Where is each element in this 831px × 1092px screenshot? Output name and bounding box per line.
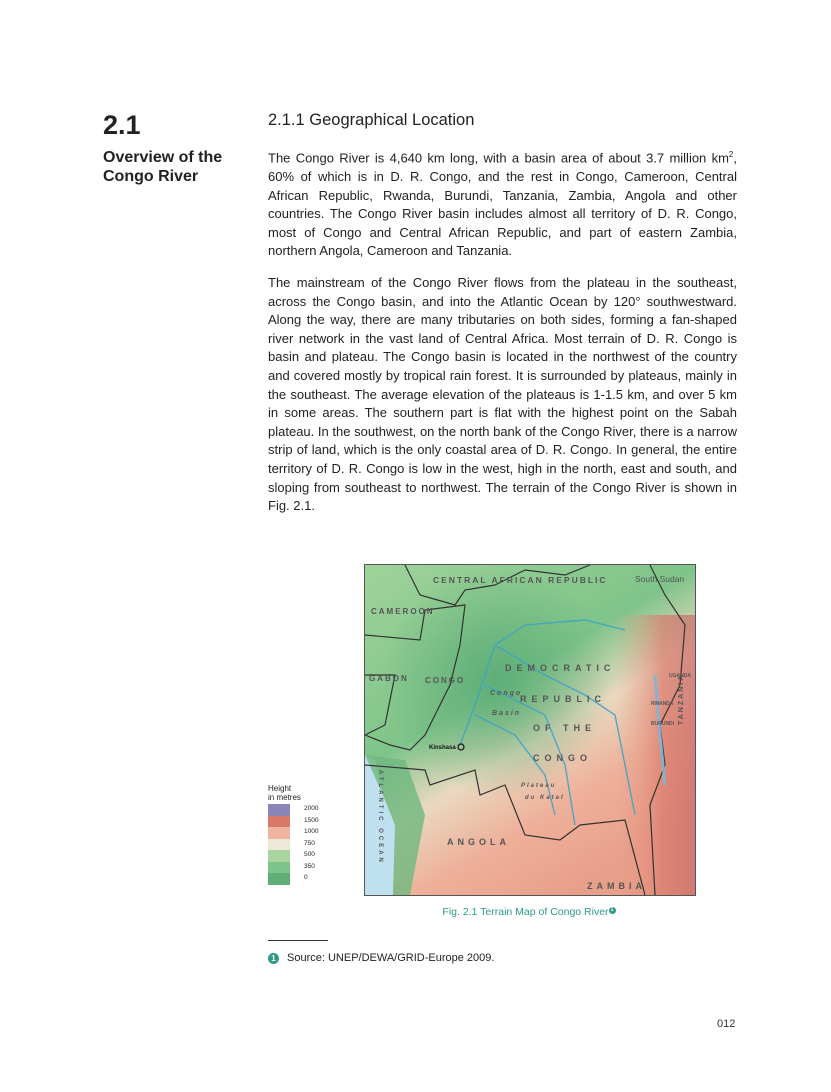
terrain-map <box>364 564 696 896</box>
label-drc-4: CONGO <box>533 753 593 763</box>
footnote-divider <box>268 940 328 941</box>
footnote-text: Source: UNEP/DEWA/GRID-Europe 2009. <box>287 952 495 964</box>
label-drc-1: DEMOCRATIC <box>505 663 616 673</box>
section-number: 2.1 <box>103 110 141 140</box>
label-angola: ANGOLA <box>447 837 510 847</box>
legend-swatch <box>268 873 290 885</box>
legend-value: 2000 <box>304 805 319 812</box>
label-zambia: ZAMBIA <box>587 881 646 891</box>
label-car: CENTRAL AFRICAN REPUBLIC <box>433 575 608 585</box>
label-rwanda: RWANDA <box>651 701 674 707</box>
subsection-heading: 2.1.1 Geographical Location <box>268 111 475 129</box>
height-legend: Height in metres 2000 1500 1000 750 500 350 0 <box>268 784 318 885</box>
label-drc-3: OF THE <box>533 723 596 733</box>
label-kinshasa: Kinshasa <box>429 745 456 751</box>
label-drc-2: REPUBLIC <box>520 694 607 704</box>
legend-row <box>268 839 318 851</box>
label-uganda: UGANDA <box>669 673 691 679</box>
section-title: Overview of the Congo River <box>103 149 223 185</box>
legend-swatch <box>268 827 290 839</box>
legend-value: 350 <box>304 862 315 870</box>
legend-value: 1000 <box>304 828 319 835</box>
label-south-sudan: South Sudan <box>635 574 685 584</box>
label-gabon: GABON <box>369 674 409 683</box>
label-plateau-1: Plateau <box>521 783 557 789</box>
page-number: 012 <box>717 1018 736 1030</box>
legend-row <box>268 850 318 862</box>
label-congo-basin-1: Congo <box>490 690 523 697</box>
legend-row <box>268 816 318 828</box>
paragraph-2: The mainstream of the Congo River flows from the plateau in the southeast, across the Congo basin, and into the Atlantic Ocean by 120° southwestward. Along the way, there are many tributaries on both sides, forming a fan-shaped river network in the vast land of Central Africa. Most terrain of D. R. Congo is basin and plateau. The Congo basin is located in the northwest of the country and covered mostly by tropical rain forest. It is surrounded by plateaus, mainly in the southeast. The average elevation of the plateaus is 1-1.5 km, and over 5 km in some areas. The southern part is flat with the highest point on the Sabah plateau. In the southwest, on the north bank of the Congo River, there is a narrow strip of land, which is the only coastal area of D. R. Congo. In general, the entire territory of D. R. Congo is low in the west, high in the north, east and south, and sloping from southeast to northwest. The terrain of the Congo River is shown in Fig. 2.1. <box>268 275 737 514</box>
legend-swatch <box>268 862 290 874</box>
legend-row <box>268 873 318 885</box>
footnote <box>268 952 494 964</box>
label-cameroon: CAMEROON <box>371 607 435 616</box>
legend-row <box>268 827 318 839</box>
footnote-marker: 1 <box>268 953 279 964</box>
legend-value: 750 <box>304 839 315 847</box>
label-congo-basin-2: Basin <box>492 710 522 717</box>
label-congo: CONGO <box>425 676 466 685</box>
label-plateau-2: du Katal <box>525 795 565 801</box>
legend-value: 500 <box>304 851 315 858</box>
legend-row <box>268 862 318 874</box>
legend-swatch <box>268 816 290 828</box>
legend-row <box>268 804 318 816</box>
figure-caption: Fig. 2.1 Terrain Map of Congo River $^1$ <box>364 906 694 918</box>
label-atlantic-ocean: ATLANTIC OCEAN <box>377 770 383 865</box>
legend-swatch <box>268 804 290 816</box>
legend-value: 0 <box>304 874 308 881</box>
label-tanzania: TANZANIA <box>678 673 685 725</box>
legend-swatch <box>268 850 290 862</box>
paragraph-1: The Congo River is 4,640 km long, with a basin area of about 3.7 million $km^2$, 60% of which is in D. R. Congo, and the rest in Congo, Cameroon, Central African Republic, Rwanda, Burundi, Tanzania, Zambia, Angola and other countries. The Congo River basin includes almost all territory of D. R. Congo, most of Congo and Central African Republic, and part of eastern Zambia, northern Angola, Cameroon and Tanzania. <box>268 150 737 259</box>
legend-swatch <box>268 839 290 851</box>
label-burundi: BURUNDI <box>651 721 675 727</box>
legend-value: 1500 <box>304 816 319 824</box>
